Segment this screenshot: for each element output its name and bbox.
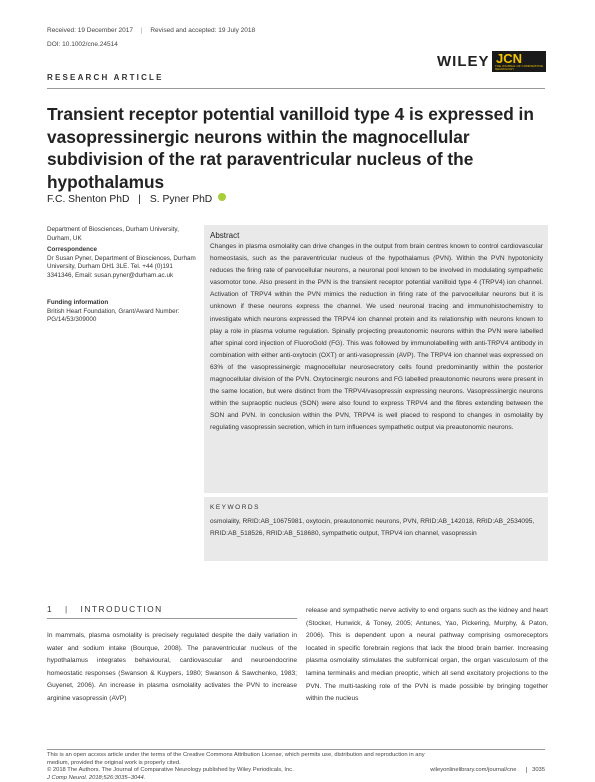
funding-heading: Funding information [47,299,109,306]
divider [47,88,545,89]
section-heading [47,604,163,614]
footer-notes [47,752,447,782]
received-line: Received: 19 December 2017 | Revised and accepted: 19 July 2018 [47,27,256,34]
journal-logo-text: JCN [496,51,523,66]
journal-logo [492,51,546,72]
correspondence-block [47,246,197,280]
article-type: RESEARCH ARTICLE [47,73,164,82]
author-line [47,193,226,205]
author-separator: | [138,194,141,205]
copyright-note: © 2018 The Authors. The Journal of Comparative Neurology published by Wiley Periodicals, Inc. [47,767,294,774]
section-title: INTRODUCTION [80,604,163,614]
abstract-text: Changes in plasma osmolality can drive changes in the output from brain centres known to control cardiovascular homeostasis, such as the paraventricular nucleus of the hypothalamus (PVN). Within the PVN hypotonicity reduces the firing rate of parvocellular neurons, a neuronal pool known to be involved in modulating sympathetic vasomotor tone. Also present in the PVN is the transient receptor potential vanilloid type 4 (TRPV4) ion channel. Activation of TRPV4 within the PVN mimics the reduction in firing rate of the parvocellular neurons but it is unknown if these neurons express the channel. We used neuronal tracing and immunohistochemistry to investigate which neurons expressed the TRPV4 ion channel protein and its relationship with neurons known to play a role in plasma volume regulation. Spinally projecting preautonomic neurons within the PVN were labelled after spinal cord injection of FluoroGold (FG). This was followed by immunolabelling with anti-TRPV4 antibody in combination with either anti-oxytocin (OXT) or anti-vasopressin (AVP). The TRPV4 ion channel was expressed on 63% of the vasopressinergic magnocellular neurosecretory cells found predominantly within the posterior magnocellular division of the PVN. Oxytocinergic neurons and FG labelled preautonomic neurons were present in the same location, but were distinct from the TRPV4/vasopressin expressing neurons. Vasopressinergic neurons within the supraoptic nucleus (SON) were also found to express TRPV4 and the fibres extending between the SON and PVN. In conclusion within the PVN, TRPV4 is well placed to respond to changes in osmolality by regulating vasopressin secretion, which in turn influences sympathetic output via preautonomic neurons. [210,243,543,432]
section-number: 1 [47,604,54,614]
author-shenton[interactable]: F.C. Shenton PhD [47,194,130,205]
funding-block [47,299,197,325]
revised-date: Revised and accepted: 19 July 2018 [150,27,256,34]
abstract-heading: Abstract [210,231,240,240]
citation: J Comp Neurol. 2018;526:3035–3044. [47,774,146,781]
intro-left-column: In mammals, plasma osmolality is precisely regulated despite the daily variation in water and sodium intake (Bourque, 2008). The paraventricular nucleus of the hypothalamus integrates behavioural, cardiovascular and neuroendocrine homeostatic responses (Swanson & Kuypers, 1980; Swanson & Sawchenko, 1983; Guyenet, 2006). An increase in plasma osmolality activates the PVN to increase arginine vasopressin (AVP) [47,632,297,702]
author-pyner[interactable]: S. Pyner PhD [149,194,213,205]
section-divider [47,618,297,619]
received-date: Received: 19 December 2017 [47,27,133,34]
publisher-logo: WILEY [437,53,490,70]
section-separator: | [65,604,69,614]
license-note: This is an open access article under the terms of the Creative Commons Attribution License, which permits use, distribution and reproduction in any medium, provided the original work is properly cited. [47,752,425,766]
footer-right [430,767,545,773]
footer-divider [47,749,545,750]
keywords-text: osmolality, RRID:AB_10675981, oxytocin, preautonomic neurons, PVN, RRID:AB_142018, RRID:AB_2534095, RRID:AB_518526, RRID:AB_518680, sympathetic output, TRPV4 ion channel, vasopressin [210,518,535,538]
keywords-heading: KEYWORDS [210,504,260,511]
funding-text: British Heart Foundation, Grant/Award Number: PG/14/53/309000 [47,307,180,324]
doi[interactable]: DOI: 10.1002/cne.24514 [47,41,118,48]
affiliation: Department of Biosciences, Durham University, Durham, UK [47,226,179,242]
journal-url[interactable]: wileyonlinelibrary.com/journal/cne [430,767,517,773]
correspondence-text: Dr Susan Pyner, Department of Biosciences, Durham University, Durham DH1 3LE. Tel. +44 (0)191 3341346, Email: susan.pyner@durham.ac.uk [47,254,196,279]
intro-right-column: release and sympathetic nerve activity to end organs such as the kidney and heart (Stocker, Hunwick, & Toney, 2005; Antunes, Yao, Pickering, Murphy, & Paton, 2006). This is dependent upon a neural pathway comprising osmoreceptors located in specific forebrain regions that lack the blood brain barrier. Increasing plasma osmolality stimulates the subfornical organ, the organ vasculosum of the lamina terminalis and median preoptic, which all send excitatory projections to the PVN. The multi-tasking role of the PVN is made possible by bringing together within the nucleus [306,607,548,703]
journal-logo-subtitle: THE JOURNAL OF COMPARATIVE NEUROLOGY [495,64,543,71]
article-title: Transient receptor potential vanilloid type 4 is expressed in vasopressinergic neurons within the magnocellular subdivision of the rat paraventricular nucleus of the hypothalamus [47,104,534,192]
orcid-icon[interactable] [218,193,226,201]
page-number: 3035 [526,767,545,773]
correspondence-heading: Correspondence [47,246,98,253]
